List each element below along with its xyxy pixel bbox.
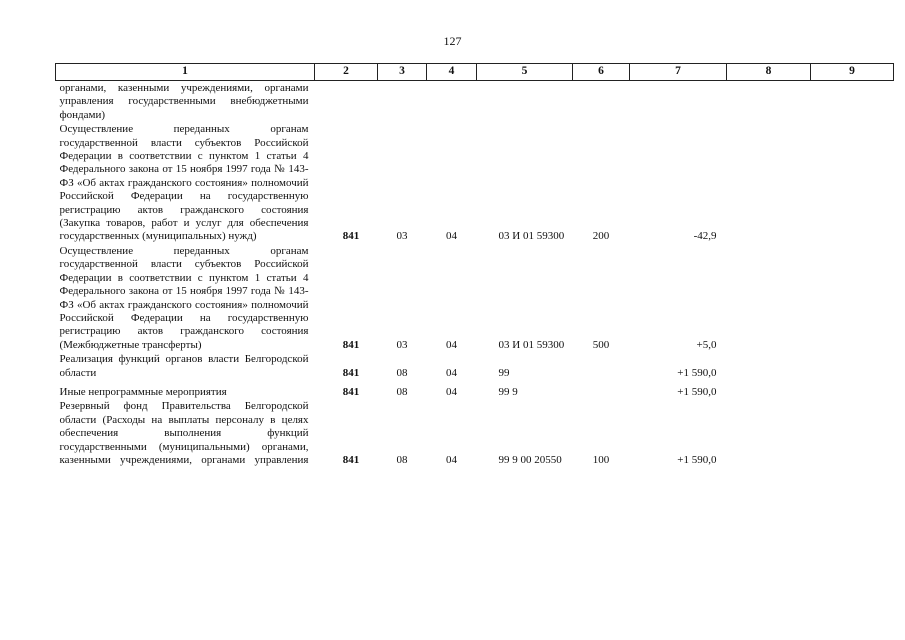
cell-section: 08: [396, 385, 408, 398]
header-col-1: 1: [56, 64, 315, 81]
cell-subsection: [427, 81, 477, 123]
cell-target-article: 03 И 01 59300: [498, 338, 565, 351]
cell-col-8: [727, 380, 811, 399]
cell-col-9: [811, 380, 894, 399]
table-row: [56, 244, 894, 352]
cell-ministry-code: 841: [342, 385, 360, 398]
cell-section: [378, 81, 427, 123]
cell-expense-type: 100: [592, 453, 610, 466]
header-col-7: 7: [630, 64, 727, 81]
cell-amount: +1 590,0: [677, 453, 717, 466]
cell-col-8: [727, 352, 811, 380]
header-col-6: 6: [573, 64, 630, 81]
table-row: [56, 352, 894, 380]
cell-col-8: [727, 244, 811, 352]
cell-col-9: [811, 244, 894, 352]
cell-col-8: [727, 122, 811, 244]
cell-amount: +1 590,0: [677, 385, 717, 398]
cell-subsection: 04: [446, 453, 457, 466]
cell-subsection: 04: [446, 385, 457, 398]
header-col-3: 3: [378, 64, 427, 81]
cell-expense-type: 200: [592, 230, 610, 243]
cell-amount: [630, 81, 727, 123]
cell-expense-type: [573, 352, 630, 380]
cell-col-9: [811, 122, 894, 244]
cell-expense-type: [573, 380, 630, 399]
cell-section: 03: [396, 230, 408, 243]
cell-target-article: [477, 81, 573, 123]
header-col-9: 9: [811, 64, 894, 81]
table-row: [56, 380, 894, 399]
cell-subsection: 04: [446, 230, 457, 243]
table-row: [56, 122, 894, 244]
cell-amount: +5,0: [696, 338, 717, 351]
cell-expense-type: 500: [592, 338, 610, 351]
cell-col-8: [727, 399, 811, 467]
cell-expense-type: [573, 81, 630, 123]
cell-ministry-code: 841: [342, 338, 360, 351]
cell-ministry-code: [315, 81, 378, 123]
cell-col-8: [727, 81, 811, 123]
header-col-4: 4: [427, 64, 477, 81]
header-row: [56, 64, 894, 81]
row-description: органами, казенными учреждениями, органами управления государственными внебюджетными фондами): [59, 82, 309, 121]
cell-target-article: 03 И 01 59300: [498, 230, 565, 243]
row-description: Резервный фонд Правительства Белгородской области (Расходы на выплаты персоналу в целях обеспечения выполнения функций государственными (муниципальными) органами, казенными учреждениями, органами управления: [59, 400, 309, 466]
header-col-2: 2: [315, 64, 378, 81]
cell-ministry-code: 841: [342, 230, 360, 243]
header-col-8: 8: [727, 64, 811, 81]
cell-amount: -42,9: [693, 230, 717, 243]
cell-col-9: [811, 399, 894, 467]
row-description: Осуществление переданных органам государственной власти субъектов Российской Федерации в соответствии с пунктом 1 статьи 4 Федерального закона от 15 ноября 1997 года № 143-ФЗ «Об актах гражданского состояния» полномочий Российской Федерации на государственную регистрацию актов гражданского состояния (Межбюджетные трансферты): [59, 244, 309, 351]
table-row: [56, 399, 894, 467]
cell-section: 03: [396, 338, 408, 351]
header-col-5: 5: [477, 64, 573, 81]
page-number: 127: [443, 34, 462, 48]
cell-amount: +1 590,0: [677, 366, 717, 379]
cell-ministry-code: 841: [342, 366, 360, 379]
cell-target-article: 99 9: [498, 385, 518, 398]
table-row: [56, 81, 894, 123]
cell-subsection: 04: [446, 366, 457, 379]
cell-col-9: [811, 352, 894, 380]
cell-target-article: 99: [498, 366, 510, 379]
row-description: Иные непрограммные мероприятия: [59, 385, 227, 398]
row-description: Реализация функций органов власти Белгородской области: [59, 353, 309, 379]
cell-subsection: 04: [446, 338, 457, 351]
cell-target-article: 99 9 00 20550: [498, 453, 562, 466]
cell-section: 08: [396, 366, 408, 379]
cell-section: 08: [396, 453, 408, 466]
row-description: Осуществление переданных органам государственной власти субъектов Российской Федерации в соответствии с пунктом 1 статьи 4 Федерального закона от 15 ноября 1997 года № 143-ФЗ «Об актах гражданского состояния» полномочий Российской Федерации на государственную регистрацию актов гражданского состояния (Закупка товаров, работ и услуг для обеспечения государственных (муниципальных) нужд): [59, 123, 309, 243]
cell-col-9: [811, 81, 894, 123]
cell-ministry-code: 841: [342, 453, 360, 466]
budget-table: [55, 63, 894, 467]
